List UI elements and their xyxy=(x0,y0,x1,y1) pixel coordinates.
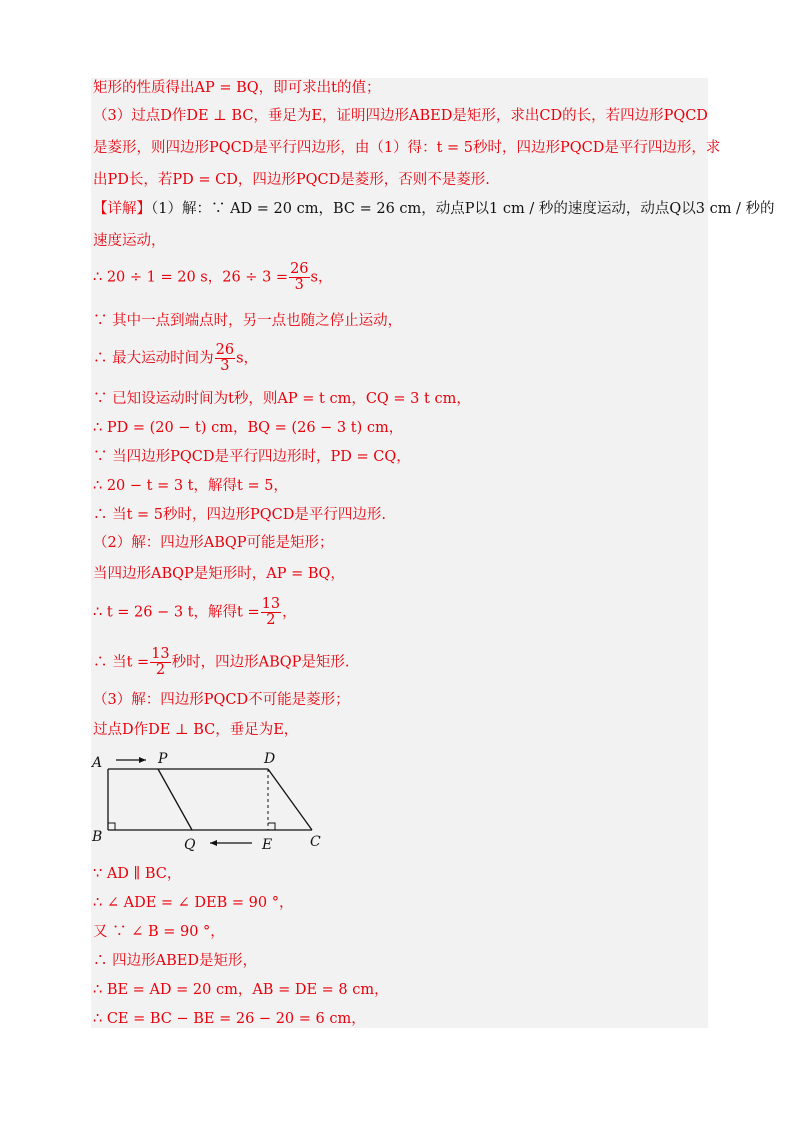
text-line: ∴ ∠ ADE = ∠ DEB = 90 °， xyxy=(93,895,294,911)
text-line: ∴ BE = AD = 20 cm，AB = DE = 8 cm， xyxy=(93,982,389,998)
label-d: D xyxy=(264,751,276,767)
text-line: 当四边形ABQP是矩形时，AP = BQ， xyxy=(93,566,345,582)
label-e: E xyxy=(262,837,273,853)
text-line: ∵ 其中一点到端点时，另一点也随之停止运动， xyxy=(93,313,403,329)
label-q: Q xyxy=(184,837,196,853)
equation-text: ∴ t = 26 − 3 t，解得t = xyxy=(93,604,260,621)
fraction-num: 13 xyxy=(261,596,281,612)
fraction xyxy=(289,262,309,293)
content-panel xyxy=(91,78,708,1028)
text-line: ∴ 四边形ABED是矩形， xyxy=(93,953,257,969)
fraction-num: 26 xyxy=(215,342,235,358)
text-line: 矩形的性质得出AP = BQ，即可求出t的值； xyxy=(93,80,381,96)
detail-line xyxy=(93,199,775,219)
fraction xyxy=(215,343,235,374)
label-a: A xyxy=(92,755,103,771)
text-line: （2）解：四边形ABQP可能是矩形； xyxy=(93,535,334,551)
text-line: ∵ AD ∥ BC， xyxy=(93,866,182,882)
unit: s， xyxy=(236,350,259,367)
text-line: 过点D作DE ⊥ BC，垂足为E， xyxy=(93,722,299,738)
fraction xyxy=(150,647,170,678)
text-line: ∴ CE = BC − BE = 26 − 20 = 6 cm， xyxy=(93,1011,366,1027)
text-line: ∵ 当四边形PQCD是平行四边形时，PD = CQ， xyxy=(93,449,411,465)
text-line: （3）过点D作DE ⊥ BC，垂足为E，证明四边形ABED是矩形，求出CD的长，若四边形PQCD xyxy=(93,108,708,124)
equation-text: ∴ 当t = xyxy=(93,654,150,671)
text-line: ∵ 已知设运动时间为t秒，则AP = t cm，CQ = 3 t cm， xyxy=(93,391,471,407)
comma: ， xyxy=(282,604,297,621)
fraction xyxy=(261,597,281,628)
fraction-den: 2 xyxy=(155,662,166,678)
text-line: 速度运动， xyxy=(93,233,166,249)
text-line: ∴ 20 − t = 3 t，解得t = 5， xyxy=(93,478,288,494)
label-p: P xyxy=(158,751,168,767)
text-line: 又 ∵ ∠ B = 90 °， xyxy=(93,924,225,940)
fraction-den: 3 xyxy=(220,358,230,374)
detail-tag: 【详解】 xyxy=(93,201,151,217)
detail-text: （1）解：∵ AD = 20 cm，BC = 26 cm，动点P以1 cm / 秒的速度运动，动点Q以3 cm / 秒的 xyxy=(151,201,775,217)
fraction-den: 3 xyxy=(294,277,304,293)
equation-text: 秒时，四边形ABQP是矩形. xyxy=(171,654,350,671)
text-line xyxy=(93,343,258,374)
geometry-figure xyxy=(88,745,338,855)
text-line xyxy=(93,262,332,293)
equation-text: ∴ 20 ÷ 1 = 20 s，26 ÷ 3 = xyxy=(93,269,289,286)
label-b: B xyxy=(92,829,103,845)
fraction-num: 13 xyxy=(151,646,170,662)
text-line: （3）解：四边形PQCD不可能是菱形； xyxy=(93,692,350,708)
equation-text: ∴ 最大运动时间为 xyxy=(93,350,214,367)
fraction-den: 2 xyxy=(266,612,276,628)
text-line: ∴ 当t = 5秒时，四边形PQCD是平行四边形. xyxy=(93,507,387,523)
text-line xyxy=(93,597,297,628)
text-line: 是菱形，则四边形PQCD是平行四边形，由（1）得：t = 5秒时，四边形PQCD是平行四边形，求 xyxy=(93,140,721,156)
text-line xyxy=(93,647,350,678)
fraction-num: 26 xyxy=(290,261,309,277)
text-line: 出PD长，若PD = CD，四边形PQCD是菱形，否则不是菱形. xyxy=(93,172,490,188)
text-line: ∴ PD = (20 − t) cm，BQ = (26 − 3 t) cm， xyxy=(93,420,404,436)
unit: s， xyxy=(310,269,333,286)
label-c: C xyxy=(310,834,321,850)
